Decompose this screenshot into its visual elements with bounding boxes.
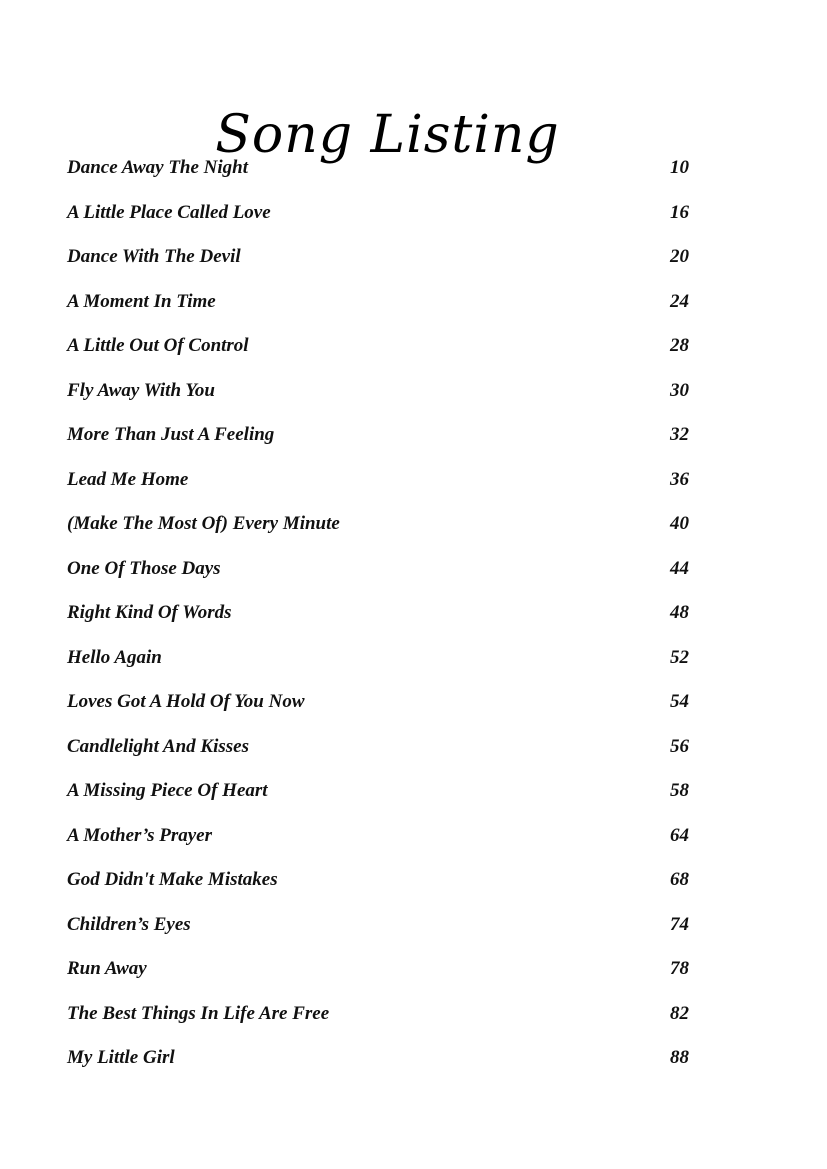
song-list-item <box>67 820 689 865</box>
song-title: Right Kind Of Words <box>67 602 232 623</box>
song-list-item <box>67 464 689 509</box>
page-title: Song Listing <box>215 104 560 165</box>
song-title: Dance With The Devil <box>67 246 241 267</box>
song-page-number: 56 <box>670 735 689 757</box>
song-title: One Of Those Days <box>67 557 221 579</box>
song-list-item <box>67 775 689 820</box>
song-list-item <box>67 909 689 954</box>
song-title: A Missing Piece Of Heart <box>67 780 268 801</box>
song-title: Hello Again <box>67 646 162 668</box>
song-page-number: 48 <box>670 602 689 623</box>
song-page-number: 36 <box>670 468 689 490</box>
song-title: Lead Me Home <box>67 468 189 490</box>
song-title: The Best Things In Life Are Free <box>67 1002 330 1024</box>
song-list-item <box>67 597 689 642</box>
song-list-item <box>67 642 689 687</box>
song-page-number: 68 <box>670 869 689 890</box>
song-page-number: 88 <box>670 1047 689 1068</box>
song-list-item <box>67 998 689 1043</box>
song-page-number: 78 <box>670 958 689 979</box>
song-list-item <box>67 152 689 197</box>
song-title: Run Away <box>67 958 147 979</box>
song-page-number: 28 <box>670 335 689 356</box>
song-page-number: 82 <box>670 1002 689 1024</box>
song-list-item <box>67 197 689 242</box>
song-page-number: 20 <box>670 246 689 267</box>
song-page-number: 40 <box>670 513 689 534</box>
song-list-item <box>67 731 689 776</box>
song-list-item <box>67 1042 689 1087</box>
song-page-number: 30 <box>670 379 689 401</box>
song-title: A Little Out Of Control <box>67 335 249 356</box>
song-title: More Than Just A Feeling <box>67 424 275 445</box>
song-list-item <box>67 686 689 731</box>
song-list-item <box>67 953 689 998</box>
song-page-number: 32 <box>670 424 689 445</box>
song-title: A Mother’s Prayer <box>67 824 212 846</box>
song-page-number: 10 <box>670 157 689 178</box>
song-list-item <box>67 419 689 464</box>
song-list-item <box>67 286 689 331</box>
song-page-number: 24 <box>670 290 689 312</box>
song-list-item <box>67 375 689 420</box>
song-title: A Little Place Called Love <box>67 201 271 223</box>
song-page-number: 44 <box>670 557 689 579</box>
song-list <box>67 152 689 1087</box>
song-title: (Make The Most Of) Every Minute <box>67 513 340 534</box>
song-page-number: 74 <box>670 913 689 935</box>
song-page-number: 58 <box>670 780 689 801</box>
song-page-number: 16 <box>670 201 689 223</box>
song-list-item <box>67 553 689 598</box>
song-title: My Little Girl <box>67 1047 175 1068</box>
song-page-number: 64 <box>670 824 689 846</box>
song-page-number: 52 <box>670 646 689 668</box>
song-title: A Moment In Time <box>67 290 216 312</box>
song-list-item <box>67 330 689 375</box>
song-title: Dance Away The Night <box>67 157 249 178</box>
song-title: God Didn't Make Mistakes <box>67 869 278 890</box>
song-title: Loves Got A Hold Of You Now <box>67 691 305 712</box>
song-page-number: 54 <box>670 691 689 712</box>
song-title: Children’s Eyes <box>67 913 191 935</box>
song-title: Candlelight And Kisses <box>67 735 249 757</box>
song-list-item <box>67 864 689 909</box>
song-list-item <box>67 241 689 286</box>
song-title: Fly Away With You <box>67 379 215 401</box>
song-list-item <box>67 508 689 553</box>
